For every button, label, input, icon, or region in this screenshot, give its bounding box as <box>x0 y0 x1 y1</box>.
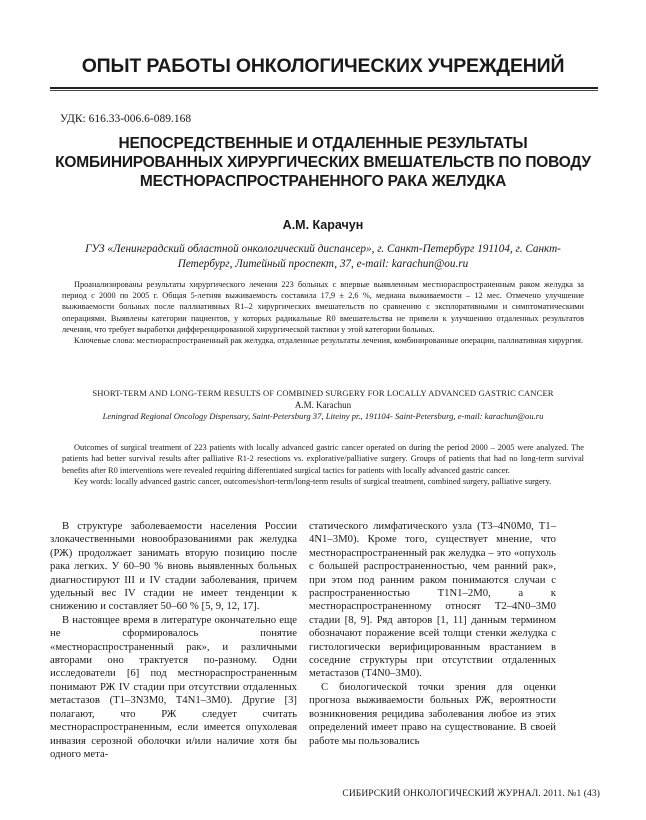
article-title-ru: НЕПОСРЕДСТВЕННЫЕ И ОТДАЛЕННЫЕ РЕЗУЛЬТАТЫ КОМБИНИРОВАННЫХ ХИРУРГИЧЕСКИХ ВМЕШАТЕЛЬСТВ ПО ПОВОДУ МЕСТНОРАСПРОСТРАНЕННОГО РАКА ЖЕЛУДКА <box>55 135 591 190</box>
body-paragraph: В структуре заболеваемости населения России злокачественными новообразованиями рак желудка (РЖ) продолжает занимать вторую позицию после рака легких. У 60–90 % вновь выявленных больных диагностируют III и IV стадии заболевания, причем удельный вес IV стадии не имеет тенденции к снижению и составляет 50–60 % [5, 9, 12, 17]. <box>50 520 297 613</box>
body-paragraph: В настоящее время в литературе окончательно еще не сформировалось понятие «местнораспространенный рак», и различными авторами оно трактуется по-разному. Одни исследователи [6] под местнораспространенным понимают РЖ IV стадии при отсутствии отдаленных метастазов (T1–3N3M0, T4N1–3M0). Другие [3] полагают, что РЖ следует считать местнораспространенным, если имеется опухолевая инвазия серозной оболочки и/или наличие хотя бы одного мета- <box>50 613 297 760</box>
keywords-en: Key words: locally advanced gastric cancer, outcomes/short-term/long-term results of surgical treatment, combined surgery, palliative surgery. <box>74 476 552 486</box>
affiliation-en: Leningrad Regional Oncology Dispensary, Saint-Petersburg 37, Liteiny pr., 191104- Saint-Petersburg, e-mail: karachun@ou.ru <box>102 411 544 421</box>
body-paragraph: С биологической точки зрения для оценки прогноза выживаемости больных РЖ, вероятности возникновения рецидива заболевания любое из этих определений имеет право на существование. В своей работе мы пользовались <box>309 680 556 747</box>
body-column-left <box>50 520 297 761</box>
section-title: ОПЫТ РАБОТЫ ОНКОЛОГИЧЕСКИХ УЧРЕЖДЕНИЙ <box>81 55 565 77</box>
body-column-right <box>309 520 556 748</box>
affiliation-ru: ГУЗ «Ленинградский областной онкологический диспансер», г. Санкт-Петербург 191104, г. Санкт-Петербург, Литейный проспект, 37, e-mail: karachun@ou.ru <box>85 243 561 270</box>
abstract-en <box>62 442 584 487</box>
header-rule-thin <box>50 90 598 91</box>
abstract-ru-text: Проанализированы результаты хирургического лечения 223 больных с впервые выявленным местнораспространенным раком желудка за период с 2000 по 2005 г. Общая 5-летняя выживаемость составила 17,9 ± 2,6 %, медиана выживаемости – 12 мес. Отмечено улучшение выживаемости больных после паллиативных R1–2 хирургических вмешательств по сравнению с эксплоративными и симптоматическими операциями. Выявлены категории пациентов, у которых радикальные R0 вмешательства не привели к улучшению отдаленных результатов лечения, что требует выработки дифференцированной хирургической тактики у этой категории больных. <box>62 280 584 334</box>
keywords-ru: Ключевые слова: местнораспространенный рак желудка, отдаленные результаты лечения, комбинированные операции, паллиативная хирургия. <box>74 336 584 346</box>
author-ru: А.М. Карачун <box>282 218 364 232</box>
body-paragraph: статического лимфатического узла (T3–4N0M0, T1–4N1–3M0). Кроме того, существует мнение, что местнораспространенный рак желудка – это «опухоль с большей распространенностью, чем ранний рак», при этом под ранним раком понимаются случаи с распространенностью T1N1–2M0, а к местнораспространенному относят T2–4N0–3M0 стадии [8, 9]. Ряд авторов [1, 11] данным термином обозначают поражение всей толщи стенки желудка с гистологически верифицированным врастанием в соседние структуры при отсутствии отдаленных метастазов (T4N0–3M0). <box>309 520 556 680</box>
author-en: A.M. Karachun <box>294 400 352 410</box>
abstract-en-text: Outcomes of surgical treatment of 223 patients with locally advanced gastric cancer operated on during the period 2000 – 2005 were analyzed. The patients had better survival results after palliative R1-2 resections vs. explorative/palliative surgery. Groups of patients that had no long-term survival benefits after R0 interventions were revealed requiring differentiated surgical tactics for patients with locally advanced gastric cancer. <box>62 443 584 475</box>
header-rule <box>50 87 598 89</box>
article-title-en: SHORT-TERM AND LONG-TERM RESULTS OF COMBINED SURGERY FOR LOCALLY ADVANCED GASTRIC CANCER <box>92 388 554 398</box>
udk-code: УДК: 616.33-006.6-089.168 <box>60 113 192 125</box>
journal-footer: СИБИРСКИЙ ОНКОЛОГИЧЕСКИЙ ЖУРНАЛ. 2011. №1 (43) <box>342 789 600 799</box>
abstract-ru <box>62 279 584 346</box>
